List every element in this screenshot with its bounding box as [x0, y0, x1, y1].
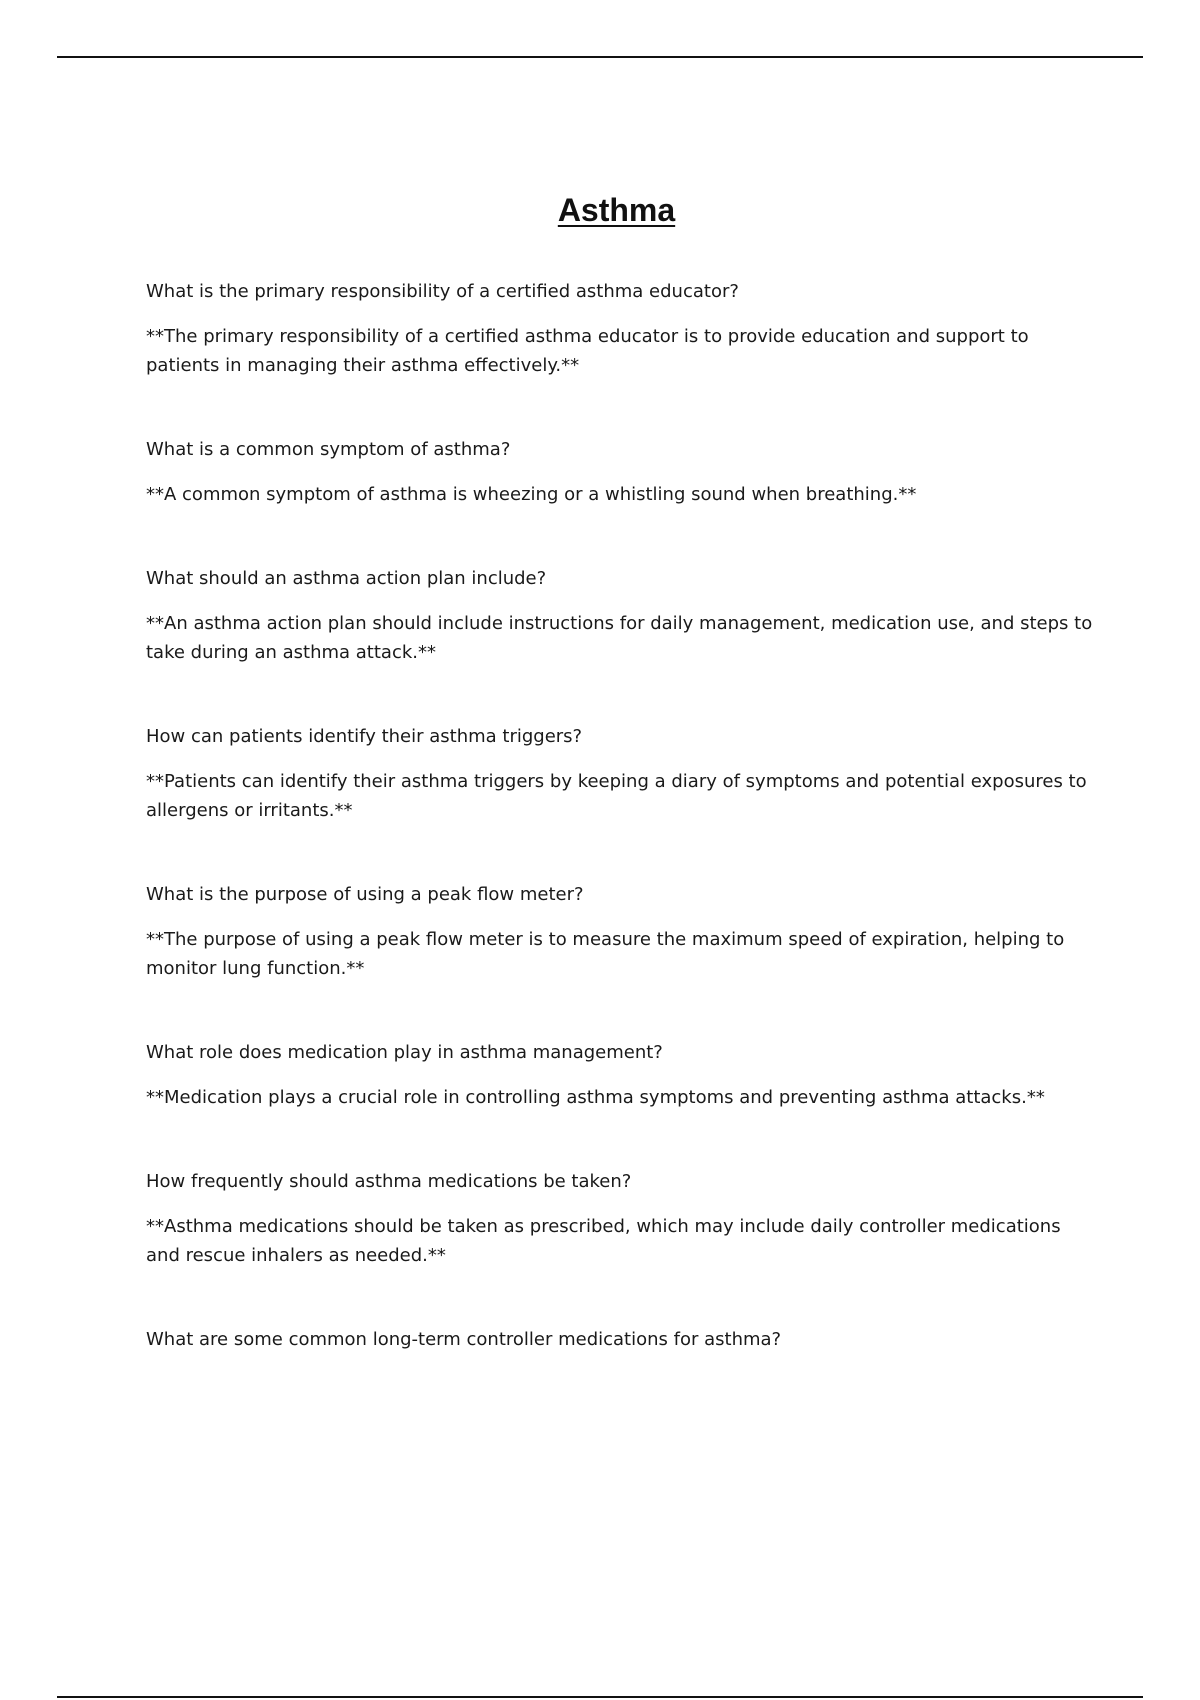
- question-text: What are some common long-term controller medications for asthma?: [146, 1329, 782, 1350]
- qa-item: [146, 881, 1096, 983]
- answer-text: **Medication plays a crucial role in controlling asthma symptoms and preventing asthma attacks.**: [146, 1087, 1045, 1108]
- answer-text: **Asthma medications should be taken as prescribed, which may include daily controller medications and rescue inhalers as needed.**: [146, 1216, 1061, 1266]
- question-text: What role does medication play in asthma management?: [146, 1042, 663, 1063]
- qa-list: [146, 278, 1096, 1410]
- question-text: How frequently should asthma medications be taken?: [146, 1171, 632, 1192]
- answer-text: **An asthma action plan should include instructions for daily management, medication use, and steps to take during an asthma attack.**: [146, 613, 1093, 663]
- page-title: Asthma: [557, 192, 676, 228]
- question-text: What is a common symptom of asthma?: [146, 439, 511, 460]
- answer-text: **The purpose of using a peak flow meter is to measure the maximum speed of expiration, helping to monitor lung function.**: [146, 929, 1065, 979]
- qa-item: [146, 1168, 1096, 1270]
- question-text: How can patients identify their asthma triggers?: [146, 726, 583, 747]
- answer-text: **Patients can identify their asthma triggers by keeping a diary of symptoms and potential exposures to allergens or irritants.**: [146, 771, 1087, 821]
- qa-item: [146, 565, 1096, 667]
- question-text: What is the purpose of using a peak flow meter?: [146, 884, 584, 905]
- qa-item: [146, 723, 1096, 825]
- qa-item: [146, 278, 1096, 380]
- qa-item: [146, 1039, 1096, 1112]
- question-text: What should an asthma action plan include?: [146, 568, 547, 589]
- qa-item: [146, 1326, 1096, 1354]
- answer-text: **The primary responsibility of a certified asthma educator is to provide education and support to patients in managing their asthma effectively.**: [146, 326, 1029, 376]
- bottom-rule: [57, 1696, 1143, 1698]
- top-rule: [57, 56, 1143, 58]
- question-text: What is the primary responsibility of a certified asthma educator?: [146, 281, 739, 302]
- qa-item: [146, 436, 1096, 509]
- answer-text: **A common symptom of asthma is wheezing or a whistling sound when breathing.**: [146, 484, 917, 505]
